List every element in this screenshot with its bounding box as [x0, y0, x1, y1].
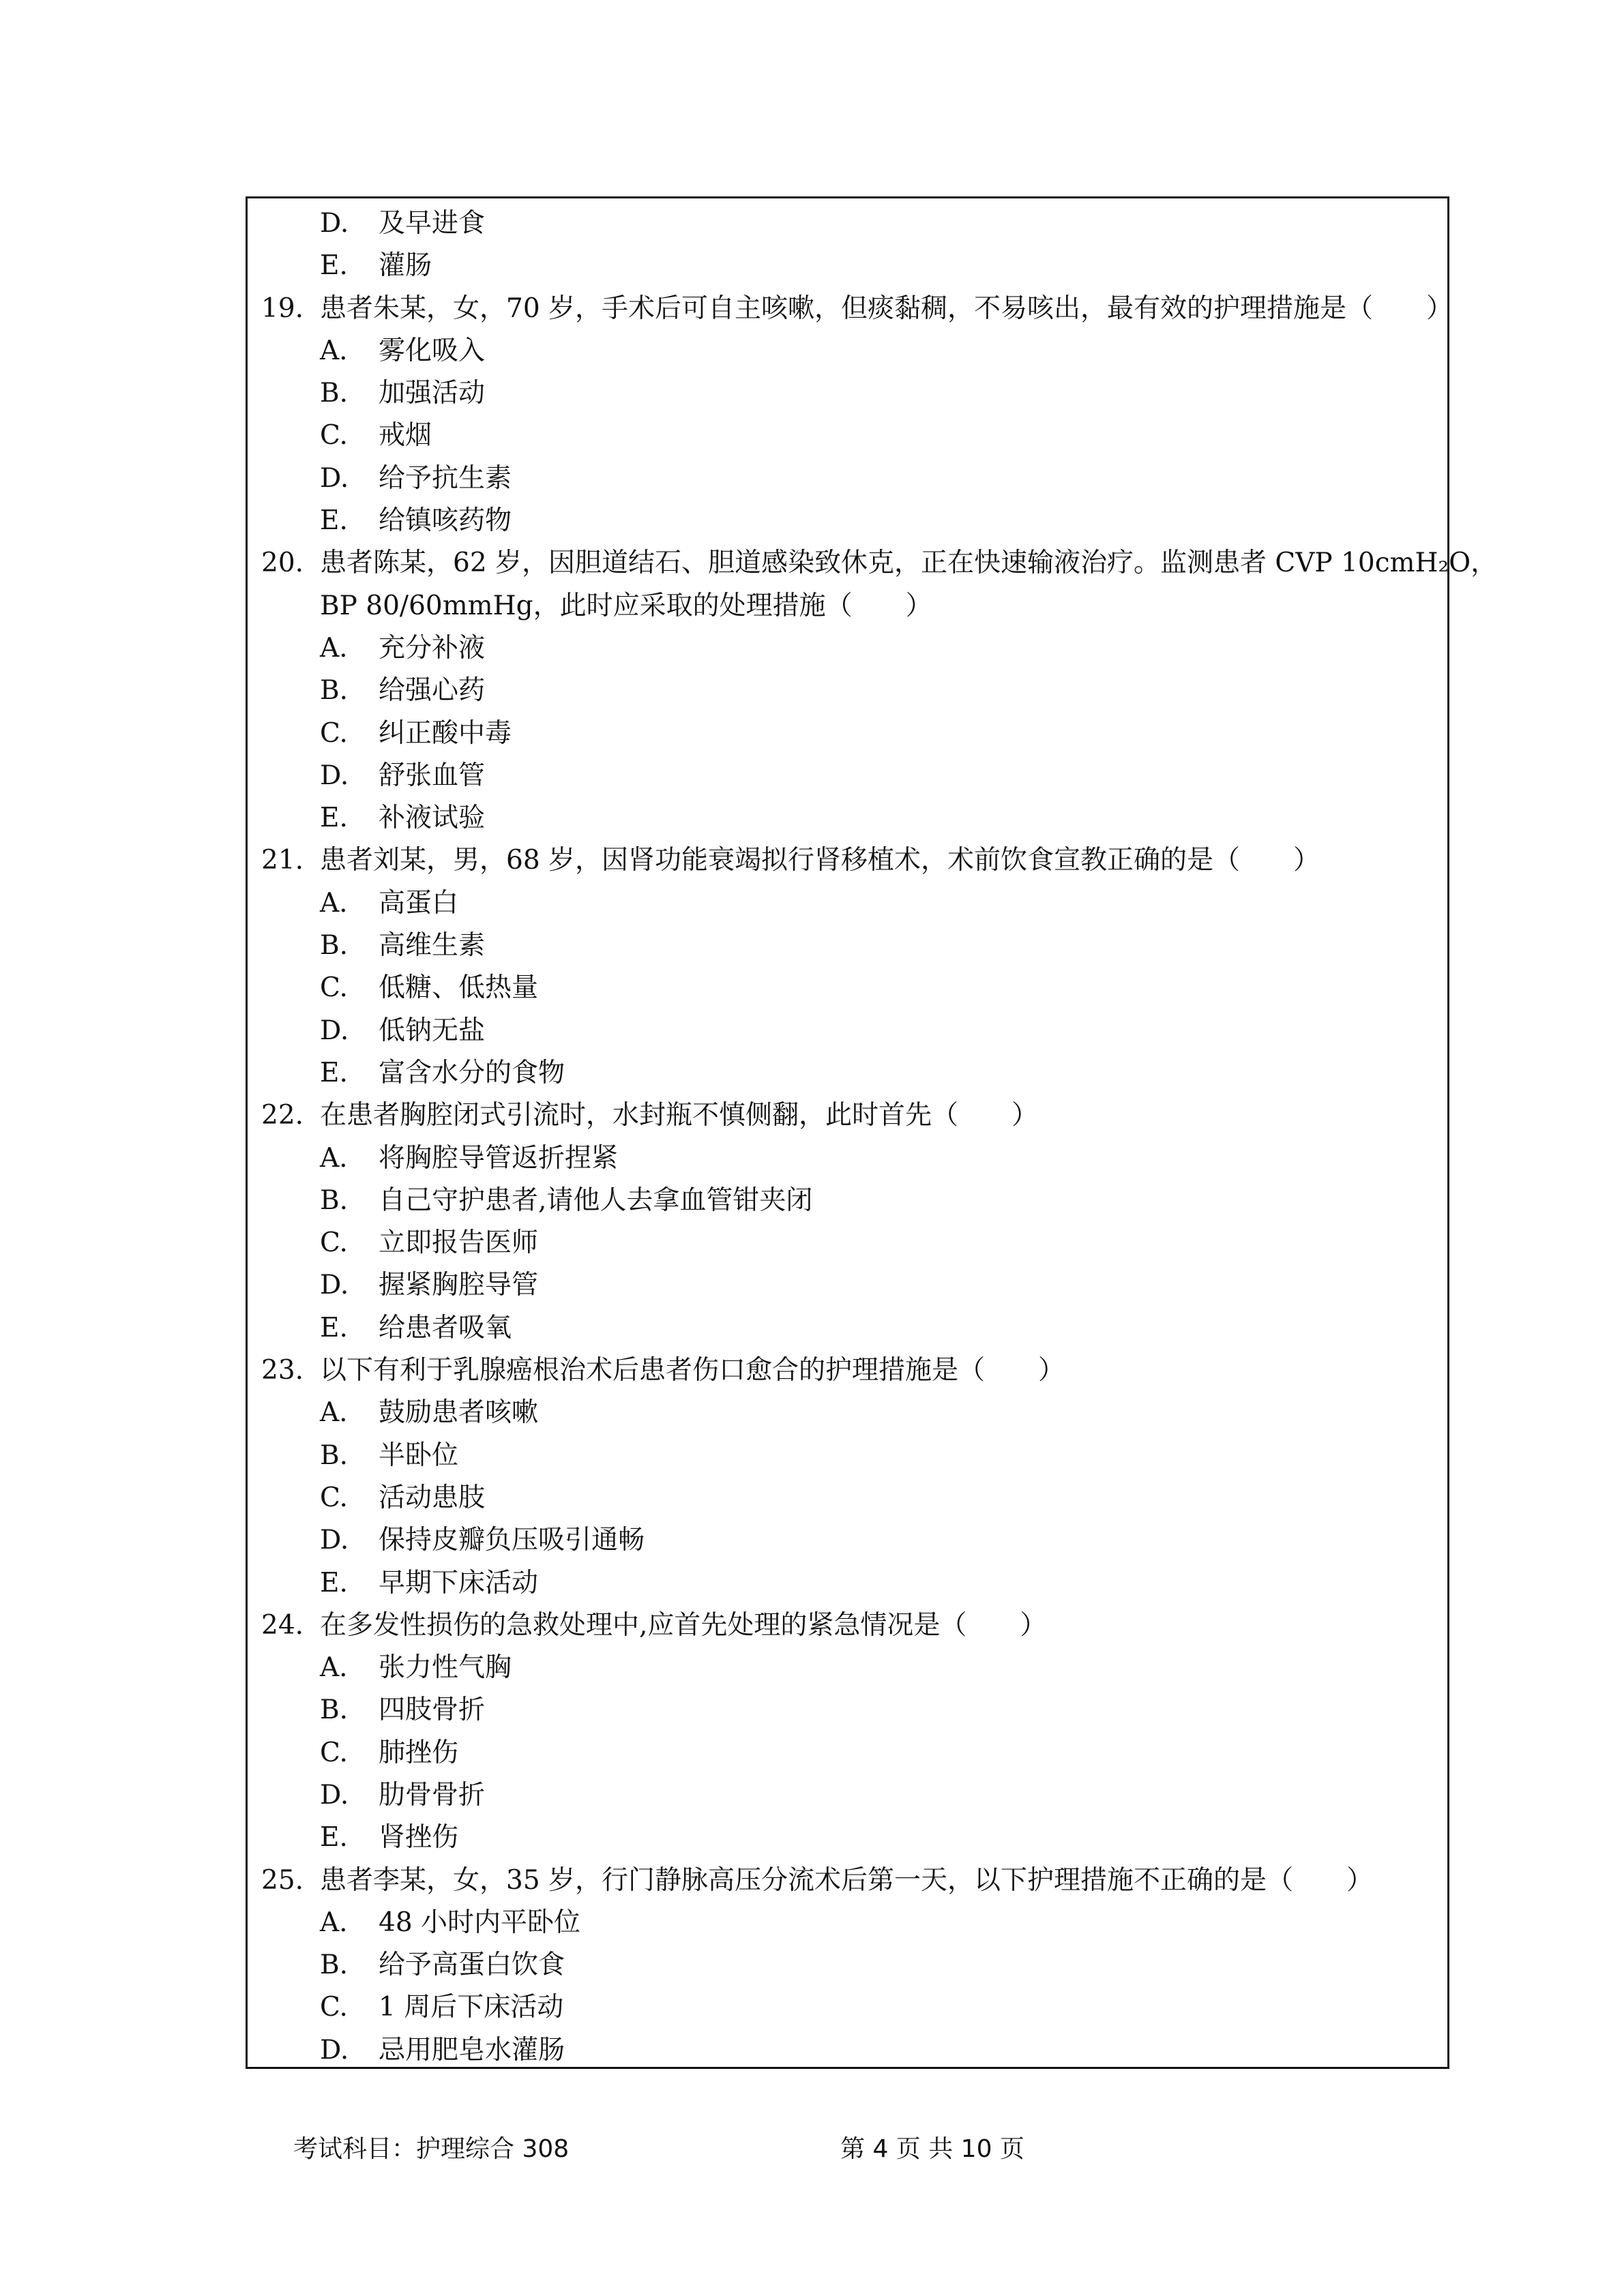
- option-text: 将胸腔导管返折捏紧: [379, 1142, 619, 1174]
- question-19: [248, 288, 1453, 330]
- option-line: [248, 1180, 1447, 1222]
- question-number: 25.: [261, 1864, 304, 1896]
- option-text: 高维生素: [379, 930, 486, 961]
- option-line: [248, 330, 1447, 372]
- option-text: 戒烟: [379, 420, 432, 451]
- option-text: 握紧胸腔导管: [379, 1270, 539, 1301]
- option-line: [248, 1519, 1447, 1562]
- option-text: 加强活动: [379, 378, 486, 409]
- option-text: 忌用肥皂水灌肠: [379, 2034, 565, 2066]
- option-label: A.: [320, 887, 348, 919]
- option-label: D.: [320, 1525, 349, 1556]
- exam-question-box: [246, 196, 1498, 2069]
- option-label: E.: [320, 1822, 348, 1853]
- option-label: D.: [320, 760, 349, 791]
- option-text: 给患者吸氧: [379, 1312, 512, 1343]
- question-number: 22.: [261, 1100, 304, 1131]
- option-label: A.: [320, 1142, 348, 1174]
- question-23: [248, 1350, 1447, 1392]
- question-24: [248, 1605, 1447, 1647]
- option-text: 低糖、低热量: [379, 972, 539, 1004]
- option-label: E.: [320, 1567, 348, 1598]
- question-number: 20.: [261, 548, 304, 579]
- option-text: 纠正酸中毒: [379, 717, 512, 749]
- option-label: C.: [320, 1227, 348, 1259]
- option-label: E.: [320, 250, 348, 282]
- option-label: B.: [320, 930, 349, 961]
- question-text: 患者陈某，62 岁，因胆道结石、胆道感染致休克，正在快速输液治疗。监测患者 CVP 10cmH₂O，: [320, 548, 1498, 579]
- option-label: A.: [320, 1652, 348, 1684]
- option-text: 肾挫伤: [379, 1822, 459, 1853]
- question-21: [248, 839, 1447, 882]
- option-label: C.: [320, 1737, 348, 1768]
- option-label: C.: [320, 1482, 348, 1513]
- option-text: 给予抗生素: [379, 462, 512, 494]
- option-label: E.: [320, 505, 348, 537]
- option-text: 自己守护患者,请他人去拿血管钳夹闭: [379, 1184, 813, 1216]
- option-label: B.: [320, 1695, 349, 1726]
- footer-exam-subject: 考试科目：护理综合 308: [293, 2135, 570, 2163]
- option-line: [248, 627, 1447, 670]
- option-line: [248, 1052, 1447, 1094]
- option-label: B.: [320, 1440, 349, 1471]
- option-line: [248, 1902, 1447, 1944]
- option-label: E.: [320, 1312, 348, 1343]
- option-text: 及早进食: [379, 208, 486, 239]
- option-text: 肋骨骨折: [379, 1779, 486, 1810]
- question-text: BP 80/60mmHg，此时应采取的处理措施（ ）: [320, 590, 932, 621]
- option-text: 1 周后下床活动: [379, 1992, 564, 2023]
- option-line: [248, 372, 1447, 415]
- option-line: [248, 1562, 1447, 1605]
- option-label: D.: [320, 1015, 349, 1046]
- option-line: [248, 882, 1447, 925]
- option-line: [248, 1689, 1447, 1731]
- option-label: E.: [320, 1057, 348, 1088]
- option-text: 舒张血管: [379, 760, 486, 791]
- option-text: 雾化吸入: [379, 335, 486, 366]
- option-label: C.: [320, 972, 348, 1004]
- option-line: [248, 1137, 1447, 1180]
- question-number: 21.: [261, 845, 304, 876]
- option-text: 立即报告医师: [379, 1227, 539, 1259]
- option-line: [248, 245, 1447, 287]
- question-text: 患者朱某，女，70 岁，手术后可自主咳嗽，但痰黏稠，不易咳出，最有效的护理措施是（ ）: [320, 293, 1453, 324]
- option-text: 给予高蛋白饮食: [379, 1950, 565, 1981]
- option-line: [248, 1986, 1447, 2029]
- option-line: [248, 967, 1447, 1009]
- option-line: [248, 1477, 1447, 1519]
- option-text: 保持皮瓣负压吸引通畅: [379, 1525, 645, 1556]
- question-number: 23.: [261, 1355, 304, 1386]
- question-number: 24.: [261, 1609, 304, 1641]
- question-number: 19.: [261, 293, 304, 324]
- option-text: 灌肠: [379, 250, 432, 282]
- option-label: A.: [320, 1907, 348, 1938]
- option-text: 充分补液: [379, 632, 486, 664]
- option-text: 48 小时内平卧位: [379, 1907, 581, 1938]
- option-line: [248, 670, 1447, 712]
- option-label: C.: [320, 1992, 348, 2023]
- option-label: A.: [320, 335, 348, 366]
- option-label: A.: [320, 1397, 348, 1429]
- option-label: B.: [320, 1184, 349, 1216]
- option-text: 给镇咳药物: [379, 505, 512, 537]
- option-label: B.: [320, 378, 349, 409]
- footer-page-number: 第 4 页 共 10 页: [840, 2135, 1024, 2163]
- question-text: 患者刘某，男，68 岁，因肾功能衰竭拟行肾移植术，术前饮食宣教正确的是（ ）: [320, 845, 1320, 876]
- question-20-continuation: [248, 585, 1447, 627]
- option-text: 张力性气胸: [379, 1652, 512, 1684]
- option-line: [248, 1307, 1447, 1350]
- question-text: 患者李某，女，35 岁，行门静脉高压分流术后第一天，以下护理措施不正确的是（ ）: [320, 1864, 1374, 1896]
- option-line: [248, 797, 1447, 839]
- option-text: 鼓励患者咳嗽: [379, 1397, 539, 1429]
- option-line: [248, 1732, 1447, 1774]
- option-text: 四肢骨折: [379, 1695, 486, 1726]
- question-text: 在患者胸腔闭式引流时，水封瓶不慎侧翻，此时首先（ ）: [320, 1100, 1039, 1131]
- option-label: D.: [320, 1270, 349, 1301]
- question-22: [248, 1094, 1447, 1137]
- option-text: 高蛋白: [379, 887, 459, 919]
- option-label: D.: [320, 462, 349, 494]
- option-label: B.: [320, 675, 349, 706]
- question-20: [248, 542, 1498, 584]
- option-line: [248, 1264, 1447, 1307]
- question-25: [248, 1860, 1447, 1902]
- option-line: [248, 1817, 1447, 1859]
- option-line: [248, 1774, 1447, 1817]
- option-line: [248, 1944, 1447, 1986]
- option-line: [248, 925, 1447, 967]
- option-line: [248, 755, 1447, 797]
- option-text: 富含水分的食物: [379, 1057, 565, 1088]
- option-line: [248, 1647, 1447, 1689]
- option-text: 补液试验: [379, 803, 486, 834]
- option-text: 早期下床活动: [379, 1567, 539, 1598]
- option-text: 给强心药: [379, 675, 486, 706]
- question-text: 以下有利于乳腺癌根治术后患者伤口愈合的护理措施是（ ）: [320, 1355, 1065, 1386]
- option-line: [248, 1222, 1447, 1264]
- option-line: [248, 1435, 1447, 1477]
- option-label: D.: [320, 1779, 349, 1810]
- option-line: [248, 500, 1447, 542]
- option-text: 半卧位: [379, 1440, 459, 1471]
- option-label: C.: [320, 717, 348, 749]
- option-label: D.: [320, 2034, 349, 2066]
- question-text: 在多发性损伤的急救处理中,应首先处理的紧急情况是（ ）: [320, 1609, 1047, 1641]
- option-line: [248, 458, 1447, 500]
- option-line: [248, 415, 1447, 457]
- option-line: [248, 2029, 1447, 2072]
- option-text: 肺挫伤: [379, 1737, 459, 1768]
- option-label: A.: [320, 632, 348, 664]
- option-text: 低钠无盐: [379, 1015, 486, 1046]
- option-label: D.: [320, 208, 349, 239]
- option-line: [248, 203, 1447, 245]
- option-line: [248, 1392, 1447, 1434]
- option-text: 活动患肢: [379, 1482, 486, 1513]
- option-line: [248, 1010, 1447, 1052]
- option-line: [248, 713, 1447, 755]
- option-label: C.: [320, 420, 348, 451]
- option-label: B.: [320, 1950, 349, 1981]
- option-label: E.: [320, 803, 348, 834]
